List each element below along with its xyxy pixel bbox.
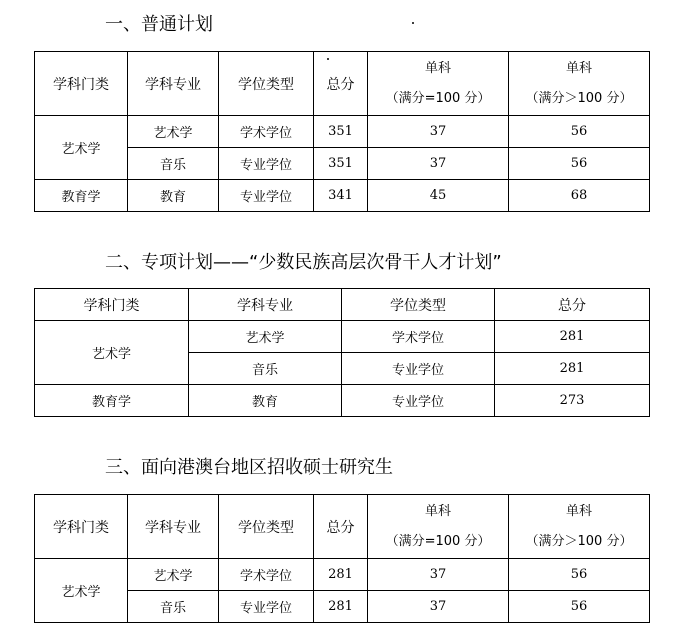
cell-category: 艺术学 — [35, 116, 128, 180]
header-single-b — [509, 495, 650, 559]
stray-dot — [412, 22, 414, 24]
cell-total: 351 — [314, 116, 368, 148]
table-row — [35, 321, 650, 353]
cell-major: 教育 — [189, 385, 342, 417]
cell-single-b: 56 — [509, 116, 650, 148]
cell-category: 教育学 — [35, 180, 128, 212]
cell-total: 281 — [495, 353, 650, 385]
section1-table — [34, 51, 650, 212]
cell-single-a: 37 — [368, 559, 509, 591]
cell-single-b: 56 — [509, 148, 650, 180]
header-single-a-note: （满分=100 分） — [385, 533, 491, 549]
header-category: 学科门类 — [35, 495, 128, 559]
header-single-b-note: （满分＞100 分） — [525, 533, 633, 549]
cell-degree-type: 学术学位 — [219, 559, 314, 591]
header-degree-type: 学位类型 — [219, 495, 314, 559]
table-row — [35, 116, 650, 148]
table-row — [35, 385, 650, 417]
header-single-a-note: （满分=100 分） — [385, 90, 491, 106]
cell-total: 281 — [495, 321, 650, 353]
cell-single-a: 37 — [368, 591, 509, 623]
section2-table — [34, 288, 650, 417]
section1-title: 一、普通计划 — [105, 14, 213, 35]
header-major: 学科专业 — [128, 52, 219, 116]
cell-total: 281 — [314, 591, 368, 623]
header-degree-type: 学位类型 — [219, 52, 314, 116]
header-single-a-label: 单科 — [424, 503, 451, 519]
header-single-b-label: 单科 — [565, 503, 592, 519]
header-single-a — [368, 52, 509, 116]
header-degree-type: 学位类型 — [342, 289, 495, 321]
cell-total: 281 — [314, 559, 368, 591]
section2-title: 二、专项计划——“少数民族高层次骨干人才计划” — [105, 252, 502, 273]
header-major: 学科专业 — [189, 289, 342, 321]
table-row — [35, 180, 650, 212]
cell-total: 351 — [314, 148, 368, 180]
cell-major: 艺术学 — [189, 321, 342, 353]
cell-category: 艺术学 — [35, 559, 128, 623]
cell-total: 273 — [495, 385, 650, 417]
cell-major: 教育 — [128, 180, 219, 212]
cell-degree-type: 学术学位 — [342, 321, 495, 353]
cell-degree-type: 专业学位 — [342, 385, 495, 417]
cell-major: 艺术学 — [128, 559, 219, 591]
header-major: 学科专业 — [128, 495, 219, 559]
cell-degree-type: 专业学位 — [219, 180, 314, 212]
cell-major: 音乐 — [189, 353, 342, 385]
header-total: 总分 — [314, 495, 368, 559]
cell-single-a: 37 — [368, 116, 509, 148]
section3-table — [34, 494, 650, 623]
table-row — [35, 559, 650, 591]
cell-major: 音乐 — [128, 591, 219, 623]
cell-total: 341 — [314, 180, 368, 212]
cell-category: 教育学 — [35, 385, 189, 417]
table-row — [35, 148, 650, 180]
cell-degree-type: 专业学位 — [342, 353, 495, 385]
cell-degree-type: 专业学位 — [219, 148, 314, 180]
table-row — [35, 591, 650, 623]
header-single-a — [368, 495, 509, 559]
cell-single-b: 56 — [509, 559, 650, 591]
table-header-row — [35, 52, 650, 116]
cell-major: 艺术学 — [128, 116, 219, 148]
header-total: 总分 — [314, 52, 368, 116]
header-single-b-label: 单科 — [565, 60, 592, 76]
table-header-row — [35, 495, 650, 559]
header-total: 总分 — [495, 289, 650, 321]
header-single-a-label: 单科 — [424, 60, 451, 76]
cell-major: 音乐 — [128, 148, 219, 180]
cell-single-a: 45 — [368, 180, 509, 212]
table-header-row — [35, 289, 650, 321]
cell-degree-type: 学术学位 — [219, 116, 314, 148]
cell-category: 艺术学 — [35, 321, 189, 385]
section3-title: 三、面向港澳台地区招收硕士研究生 — [105, 457, 393, 478]
header-single-b-note: （满分＞100 分） — [525, 90, 633, 106]
header-single-b — [509, 52, 650, 116]
header-category: 学科门类 — [35, 52, 128, 116]
header-category: 学科门类 — [35, 289, 189, 321]
cell-single-b: 56 — [509, 591, 650, 623]
cell-degree-type: 专业学位 — [219, 591, 314, 623]
cell-single-a: 37 — [368, 148, 509, 180]
cell-single-b: 68 — [509, 180, 650, 212]
